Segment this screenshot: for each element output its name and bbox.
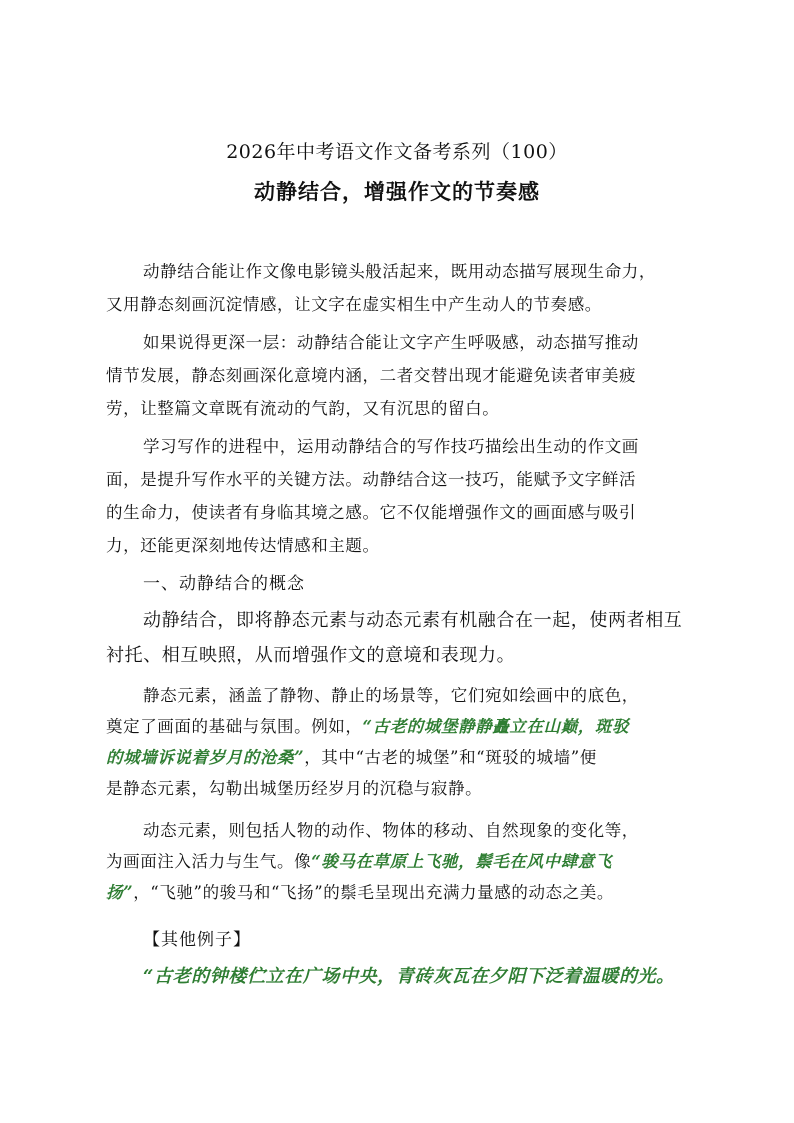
intro-paragraph-3 xyxy=(106,430,696,562)
paragraph-line: 劳，让整篇文章既有流动的气韵，又有沉思的留白。 xyxy=(106,399,500,418)
line-text: 奠定了画面的基础与氛围。例如， xyxy=(106,717,363,736)
other-examples-label xyxy=(106,925,696,950)
paragraph-line xyxy=(106,742,696,773)
paragraph-line: 衬托、相互映照，从而增强作文的意境和表现力。 xyxy=(106,645,516,666)
paragraph-line: 面，是提升写作水平的关键方法。动静结合这一技巧，能赋予文字鲜活 xyxy=(106,470,637,489)
example-quote: 的城墙诉说着岁月的沧桑” xyxy=(106,748,305,767)
section-heading-text: 一、动静结合的概念 xyxy=(143,574,305,594)
static-elements-paragraph xyxy=(106,680,696,804)
paragraph-line: 的生命力，使读者有身临其境之感。它不仅能增强作文的画面感与吸引 xyxy=(106,503,637,522)
example-quote: “骏马在草原上飞驰，鬃毛在风中肆意飞 xyxy=(311,852,612,871)
paragraph-line xyxy=(106,877,696,908)
paragraph-line: 情节发展，静态刻画深化意境内涵，二者交替出现才能避免读者审美疲 xyxy=(106,366,637,385)
example-quote: “古老的城堡静静矗立在山巅，斑驳 xyxy=(362,717,630,736)
dynamic-elements-paragraph xyxy=(106,815,696,908)
line-text: ，其中“古老的城堡”和“斑驳的城墙”便 xyxy=(304,748,597,767)
document-subtitle: 动静结合，增强作文的节奏感 xyxy=(254,180,540,204)
paragraph-line: 如果说得更深一层：动静结合能让文字产生呼吸感，动态描写推动 xyxy=(143,333,639,352)
definition-paragraph xyxy=(106,603,696,673)
other-examples-label-text: 【其他例子】 xyxy=(143,930,251,950)
paragraph-line: 力，还能更深刻地传达情感和主题。 xyxy=(106,536,380,555)
paragraph-line: 是静态元素，勾勒出城堡历经岁月的沉稳与寂静。 xyxy=(106,779,483,798)
document-title: 2026年中考语文作文备考系列（100） xyxy=(226,141,568,163)
section-heading xyxy=(106,568,696,601)
paragraph-line: 又用静态刻画沉淀情感，让文字在虚实相生中产生动人的节奏感。 xyxy=(106,295,602,314)
line-text: ，“飞驰”的骏马和“飞扬”的鬃毛呈现出充满力量感的动态之美。 xyxy=(133,883,614,902)
paragraph-line: 静态元素，涵盖了静物、静止的场景等，它们宛如绘画中的底色， xyxy=(143,686,639,705)
paragraph-line: 动静结合能让作文像电影镜头般活起来，既用动态描写展现生命力， xyxy=(143,262,656,281)
intro-paragraph-1 xyxy=(106,255,696,321)
paragraph-line: 学习写作的进程中，运用动静结合的写作技巧描绘出生动的作文画 xyxy=(143,437,639,456)
line-text: 为画面注入活力与生气。像 xyxy=(106,852,312,871)
example-quote: 扬” xyxy=(106,883,134,902)
intro-paragraph-2 xyxy=(106,326,696,425)
paragraph-line xyxy=(106,711,696,742)
paragraph-line xyxy=(106,846,696,877)
paragraph-line: 动态元素，则包括人物的动作、物体的移动、自然现象的变化等， xyxy=(143,821,639,840)
example-quote: “古老的钟楼伫立在广场中央，青砖灰瓦在夕阳下泛着温暖的光。 xyxy=(143,966,675,987)
paragraph-line: 动静结合，即将静态元素与动态元素有机融合在一起，使两者相互 xyxy=(143,610,683,631)
other-example xyxy=(106,962,696,988)
